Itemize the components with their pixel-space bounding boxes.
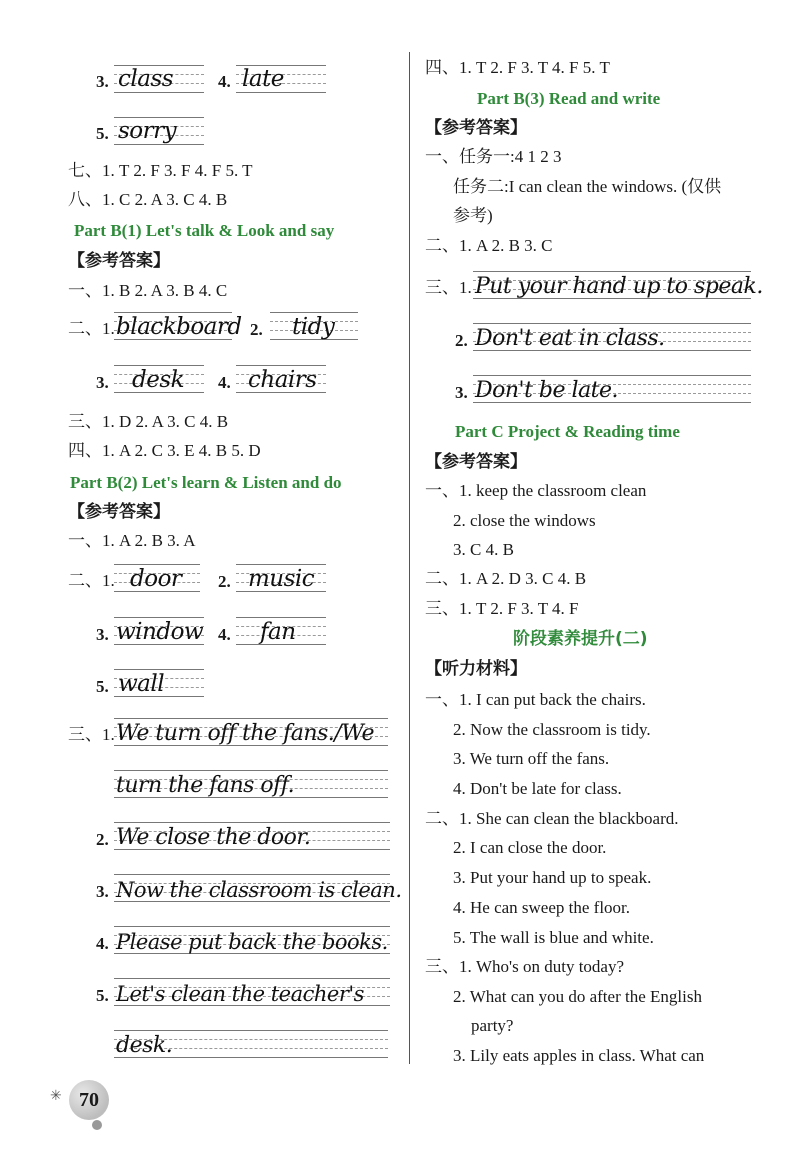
- listening-line: 2. I can close the door.: [453, 838, 607, 857]
- item-number: 3.: [96, 625, 109, 644]
- handwritten-word: late: [242, 66, 284, 92]
- handwriting-item: [218, 58, 328, 98]
- star-icon: ✳: [50, 1089, 62, 1104]
- handwriting-sentence: [455, 367, 753, 409]
- handwriting-sentence: [473, 263, 763, 305]
- listening-line: 2. What can you do after the English: [453, 987, 702, 1006]
- item-number: 4.: [96, 934, 109, 953]
- section-title: Part B(1) Let's talk & Look and say: [74, 221, 335, 240]
- listening-line: 5. The wall is blue and white.: [453, 928, 654, 947]
- answer-row: 三、1. D 2. A 3. C 4. B: [68, 412, 229, 431]
- item-number: 5.: [96, 124, 109, 143]
- item-number: 2.: [96, 830, 109, 849]
- handwritten-word: tidy: [292, 314, 335, 340]
- handwriting-item: [96, 110, 206, 150]
- answer-row: 三、1. T 2. F 3. T 4. F: [425, 599, 579, 618]
- handwritten-sentence: Let's clean the teacher's: [116, 982, 364, 1006]
- item-number: 3.: [455, 383, 468, 402]
- listening-material-label: 【听力材料】: [425, 659, 527, 679]
- handwriting-item: [218, 556, 328, 598]
- item-number: 5.: [96, 986, 109, 1005]
- answer-row: 一、1. A 2. B 3. A: [68, 531, 196, 550]
- listening-line: 3. Lily eats apples in class. What can: [453, 1046, 705, 1065]
- handwriting-sentence: [96, 866, 402, 908]
- handwriting-item: [96, 357, 206, 399]
- item-number: 4.: [218, 625, 231, 644]
- stage-title: 阶段素养提升(二): [513, 629, 648, 649]
- handwritten-word: window: [116, 619, 204, 645]
- listening-line: 4. He can sweep the floor.: [453, 898, 631, 917]
- handwritten-word: class: [118, 66, 174, 92]
- answer-row: 一、1. keep the classroom clean: [425, 481, 647, 500]
- handwritten-word: sorry: [118, 118, 177, 144]
- column-divider: [409, 52, 410, 1064]
- handwriting-sentence: [455, 315, 753, 357]
- item-number: 3.: [96, 72, 109, 91]
- handwriting-sentence: [114, 762, 390, 804]
- handwritten-word: door: [130, 566, 182, 592]
- handwriting-sentence: [96, 814, 390, 856]
- answer-row: 二、1. A 2. B 3. C: [425, 236, 553, 255]
- item-number: 5.: [96, 677, 109, 696]
- answer-row: 二、1. A 2. D 3. C 4. B: [425, 569, 587, 588]
- answer-row: 2. close the windows: [453, 511, 596, 530]
- handwriting-sentence: [96, 970, 390, 1012]
- answer-row: 四、1. A 2. C 3. E 4. B 5. D: [68, 441, 261, 460]
- handwriting-sentence: [114, 710, 390, 752]
- question-prefix: 二、1.: [68, 571, 115, 590]
- answer-row: 任务二:I can clean the windows. (仅供: [453, 177, 722, 196]
- listening-line: 2. Now the classroom is tidy.: [453, 720, 651, 739]
- answer-row: 3. C 4. B: [453, 540, 514, 559]
- question-prefix: 三、1.: [68, 725, 115, 744]
- handwritten-word: fan: [260, 619, 296, 645]
- answer-row: 一、任务一:4 1 2 3: [425, 147, 562, 166]
- handwritten-sentence: desk.: [116, 1033, 173, 1058]
- handwritten-sentence: turn the fans off.: [116, 773, 295, 798]
- listening-line: 4. Don't be late for class.: [453, 779, 622, 798]
- handwritten-sentence: We close the door.: [116, 825, 311, 850]
- reference-answer-label: 【参考答案】: [425, 118, 527, 138]
- reference-answer-label: 【参考答案】: [425, 452, 527, 472]
- reference-answer-label: 【参考答案】: [68, 502, 170, 522]
- handwritten-sentence: Please put back the books.: [116, 930, 388, 954]
- section-title: Part C Project & Reading time: [455, 422, 680, 441]
- handwritten-word: desk: [132, 367, 185, 393]
- item-number: 2.: [250, 320, 263, 339]
- handwritten-sentence: Now the classroom is clean.: [116, 878, 402, 902]
- handwriting-sentence: [96, 918, 390, 960]
- handwriting-item: [114, 304, 242, 346]
- listening-line: 二、1. She can clean the blackboard.: [425, 809, 679, 828]
- handwritten-sentence: Don't be late.: [475, 378, 619, 403]
- section-title: Part B(3) Read and write: [477, 89, 661, 108]
- handwritten-sentence: We turn off the fans./We: [116, 721, 375, 746]
- listening-line: 3. Put your hand up to speak.: [453, 868, 652, 887]
- handwritten-word: wall: [118, 671, 165, 697]
- handwriting-item: [96, 58, 206, 98]
- handwriting-item: [96, 609, 206, 651]
- item-number: 2.: [455, 331, 468, 350]
- page-number: 70: [79, 1088, 99, 1111]
- handwriting-item: [250, 304, 360, 346]
- listening-line: 一、1. I can put back the chairs.: [425, 690, 646, 709]
- listening-line: 三、1. Who's on duty today?: [425, 957, 625, 976]
- answer-row: 一、1. B 2. A 3. B 4. C: [68, 281, 228, 300]
- handwriting-item: [218, 357, 328, 399]
- handwritten-word: music: [248, 566, 315, 592]
- item-number: 3.: [96, 373, 109, 392]
- handwriting-item: [218, 609, 328, 651]
- handwriting-sentence: [114, 1022, 390, 1064]
- handwriting-item: [96, 661, 206, 703]
- handwritten-sentence: Don't eat in class.: [475, 326, 665, 351]
- handwritten-word: blackboard: [116, 314, 242, 340]
- item-number: 2.: [218, 572, 231, 591]
- reference-answer-label: 【参考答案】: [68, 251, 170, 271]
- handwritten-sentence: Put your hand up to speak.: [475, 274, 763, 299]
- answer-row: 四、1. T 2. F 3. T 4. F 5. T: [425, 58, 610, 77]
- handwritten-word: chairs: [248, 367, 317, 393]
- answer-row: 七、1. T 2. F 3. F 4. F 5. T: [68, 161, 253, 180]
- handwriting-item: [114, 556, 204, 598]
- item-number: 4.: [218, 72, 231, 91]
- question-prefix: 二、1.: [68, 319, 115, 338]
- item-number: 3.: [96, 882, 109, 901]
- answer-row: 八、1. C 2. A 3. C 4. B: [68, 190, 228, 209]
- answer-row: 参考): [453, 206, 493, 225]
- listening-line: 3. We turn off the fans.: [453, 749, 610, 768]
- section-title: Part B(2) Let's learn & Listen and do: [70, 473, 342, 492]
- question-prefix: 三、1.: [425, 278, 472, 297]
- item-number: 4.: [218, 373, 231, 392]
- page-number-badge: [69, 1080, 109, 1120]
- decorative-dot: [92, 1120, 102, 1130]
- listening-line: party?: [471, 1016, 514, 1035]
